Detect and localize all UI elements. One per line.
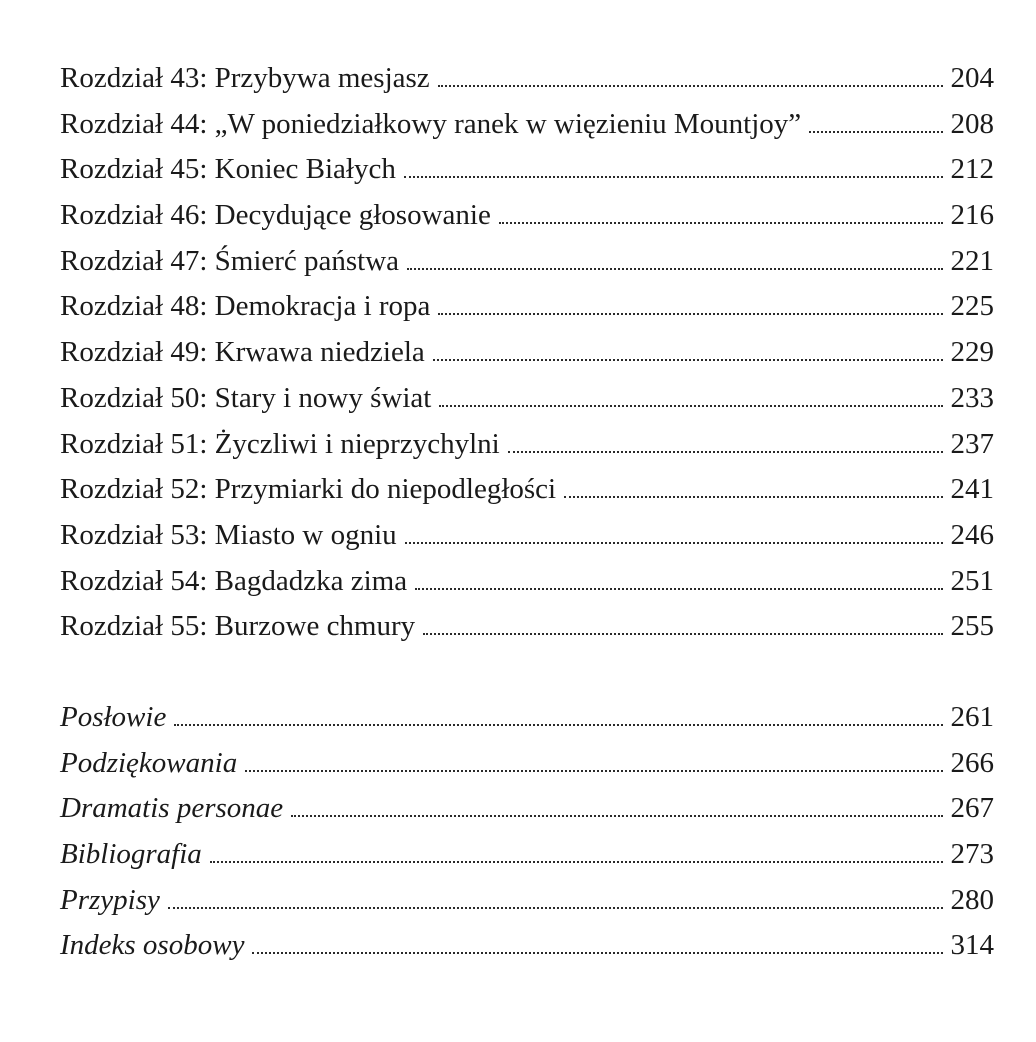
toc-entry-chapter-47 — [60, 239, 994, 285]
toc-entry-chapter-45 — [60, 147, 994, 193]
dot-leader — [433, 359, 943, 361]
toc-entry-label: Rozdział 44: „W poniedziałkowy ranek w więzieniu Mountjoy” — [60, 107, 802, 140]
dot-leader — [210, 861, 943, 863]
section-gap — [60, 650, 994, 695]
toc-entry-page: 261 — [950, 700, 994, 733]
dot-leader — [405, 542, 943, 544]
toc-entry-label: Rozdział 53: Miasto w ogniu — [60, 518, 397, 551]
dot-leader — [438, 85, 943, 87]
toc-entry-label: Rozdział 51: Życzliwi i nieprzychylni — [60, 427, 500, 460]
toc-entry-label: Rozdział 46: Decydujące głosowanie — [60, 199, 491, 232]
toc-entry-label: Rozdział 52: Przymiarki do niepodległości — [60, 473, 557, 506]
toc-entry-page: 255 — [950, 610, 994, 643]
toc-entry-label: Rozdział 54: Bagdadzka zima — [60, 564, 408, 597]
dot-leader — [252, 952, 942, 954]
toc-entry-label: Rozdział 45: Koniec Białych — [60, 153, 396, 186]
dot-leader — [564, 496, 942, 498]
toc-entry-chapter-44 — [60, 102, 994, 148]
toc-entry-przypisy — [60, 878, 994, 924]
toc-entry-chapter-51 — [60, 422, 994, 468]
dot-leader — [809, 131, 942, 133]
toc-entry-dramatis-personae — [60, 786, 994, 832]
toc-entry-chapter-46 — [60, 193, 994, 239]
toc-entry-label: Podziękowania — [60, 746, 238, 779]
toc-entry-page: 251 — [950, 564, 994, 597]
toc-entry-poslowie — [60, 695, 994, 741]
toc-entry-page: 241 — [950, 473, 994, 506]
toc-entry-chapter-48 — [60, 284, 994, 330]
toc-entry-label: Bibliografia — [60, 838, 202, 870]
toc-entry-page: 229 — [950, 336, 994, 369]
toc-entry-label: Rozdział 48: Demokracja i ropa — [60, 290, 431, 323]
toc-entry-chapter-55 — [60, 604, 994, 650]
dot-leader — [415, 588, 942, 590]
toc-entry-chapter-52 — [60, 467, 994, 513]
toc-entry-page: 216 — [950, 199, 994, 232]
toc-entry-chapter-49 — [60, 330, 994, 376]
toc-entry-page: 221 — [950, 244, 994, 277]
toc-entry-label: Rozdział 47: Śmierć państwa — [60, 244, 400, 277]
dot-leader — [423, 633, 942, 635]
dot-leader — [404, 176, 943, 178]
dot-leader — [291, 815, 942, 817]
dot-leader — [439, 405, 942, 407]
toc-entry-page: 267 — [950, 792, 994, 825]
dot-leader — [508, 451, 943, 453]
toc-entry-label: Dramatis personae — [60, 792, 284, 825]
toc-entry-page: 233 — [950, 381, 994, 414]
toc-entry-page: 280 — [950, 883, 994, 916]
toc-entry-label: Rozdział 49: Krwawa niedziela — [60, 336, 425, 369]
chapter-list — [60, 56, 994, 650]
toc-entry-indeks-osobowy — [60, 923, 994, 969]
dot-leader — [168, 907, 943, 909]
toc-entry-label: Przypisy — [60, 883, 160, 916]
toc-entry-label: Posłowie — [60, 700, 167, 733]
toc-entry-label: Rozdział 43: Przybywa mesjasz — [60, 62, 430, 94]
toc-entry-chapter-54 — [60, 559, 994, 605]
dot-leader — [438, 313, 942, 315]
toc-entry-chapter-53 — [60, 513, 994, 559]
toc-entry-page: 225 — [950, 290, 994, 323]
dot-leader — [499, 222, 943, 224]
toc-entry-page: 204 — [950, 62, 994, 94]
toc-entry-page: 208 — [950, 107, 994, 140]
table-of-contents — [60, 56, 994, 969]
dot-leader — [407, 268, 942, 270]
toc-entry-label: Indeks osobowy — [60, 929, 245, 962]
toc-entry-page: 246 — [950, 518, 994, 551]
toc-entry-podziekowania — [60, 741, 994, 787]
toc-entry-label: Rozdział 50: Stary i nowy świat — [60, 381, 432, 414]
toc-entry-chapter-43 — [60, 56, 994, 102]
toc-entry-label: Rozdział 55: Burzowe chmury — [60, 610, 416, 643]
toc-entry-bibliografia — [60, 832, 994, 878]
dot-leader — [174, 724, 942, 726]
toc-entry-page: 273 — [950, 838, 994, 870]
toc-entry-page: 314 — [950, 929, 994, 962]
dot-leader — [245, 770, 942, 772]
back-matter-list — [60, 695, 994, 969]
toc-entry-page: 266 — [950, 746, 994, 779]
toc-entry-page: 237 — [950, 427, 994, 460]
toc-entry-page: 212 — [950, 153, 994, 186]
toc-entry-chapter-50 — [60, 376, 994, 422]
